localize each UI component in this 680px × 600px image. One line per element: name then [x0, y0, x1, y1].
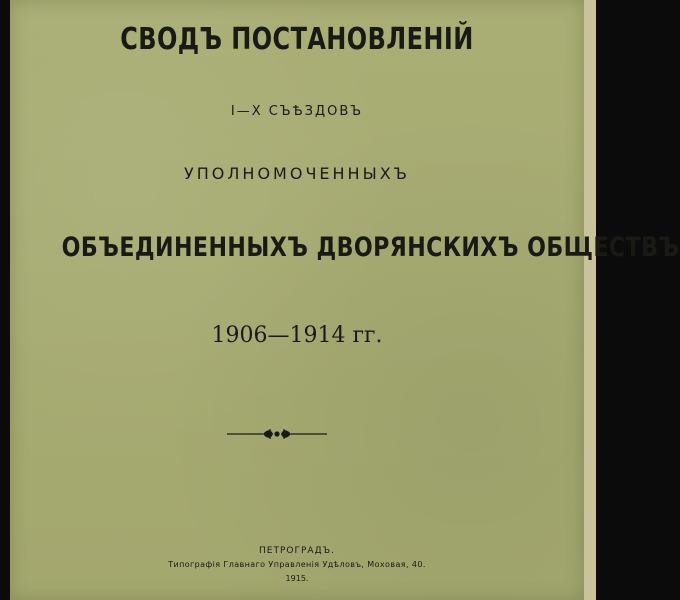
book-cover [10, 0, 680, 600]
title-line-4: ОБЪЕДИНЕННЫХЪ ДВОРЯНСКИХЪ ОБЩЕСТВЪ [61, 232, 680, 263]
years-range: 1906—1914 гг. [211, 323, 383, 348]
decorative-rule-icon [227, 427, 327, 441]
imprint-city: ПЕТРОГРАДЪ. [259, 546, 335, 556]
imprint-press: Типографія Главнаго Управленія Удѣловъ, Моховая, 40. [168, 560, 426, 569]
title-line-3: УПОЛНОМОЧЕННЫХЪ [184, 164, 410, 183]
imprint-year: 1915. [285, 574, 309, 583]
title-line-2: I—X СЪѢЗДОВЪ [230, 104, 364, 119]
title-line-1: СВОДЪ ПОСТАНОВЛЕНІЙ [120, 22, 474, 57]
